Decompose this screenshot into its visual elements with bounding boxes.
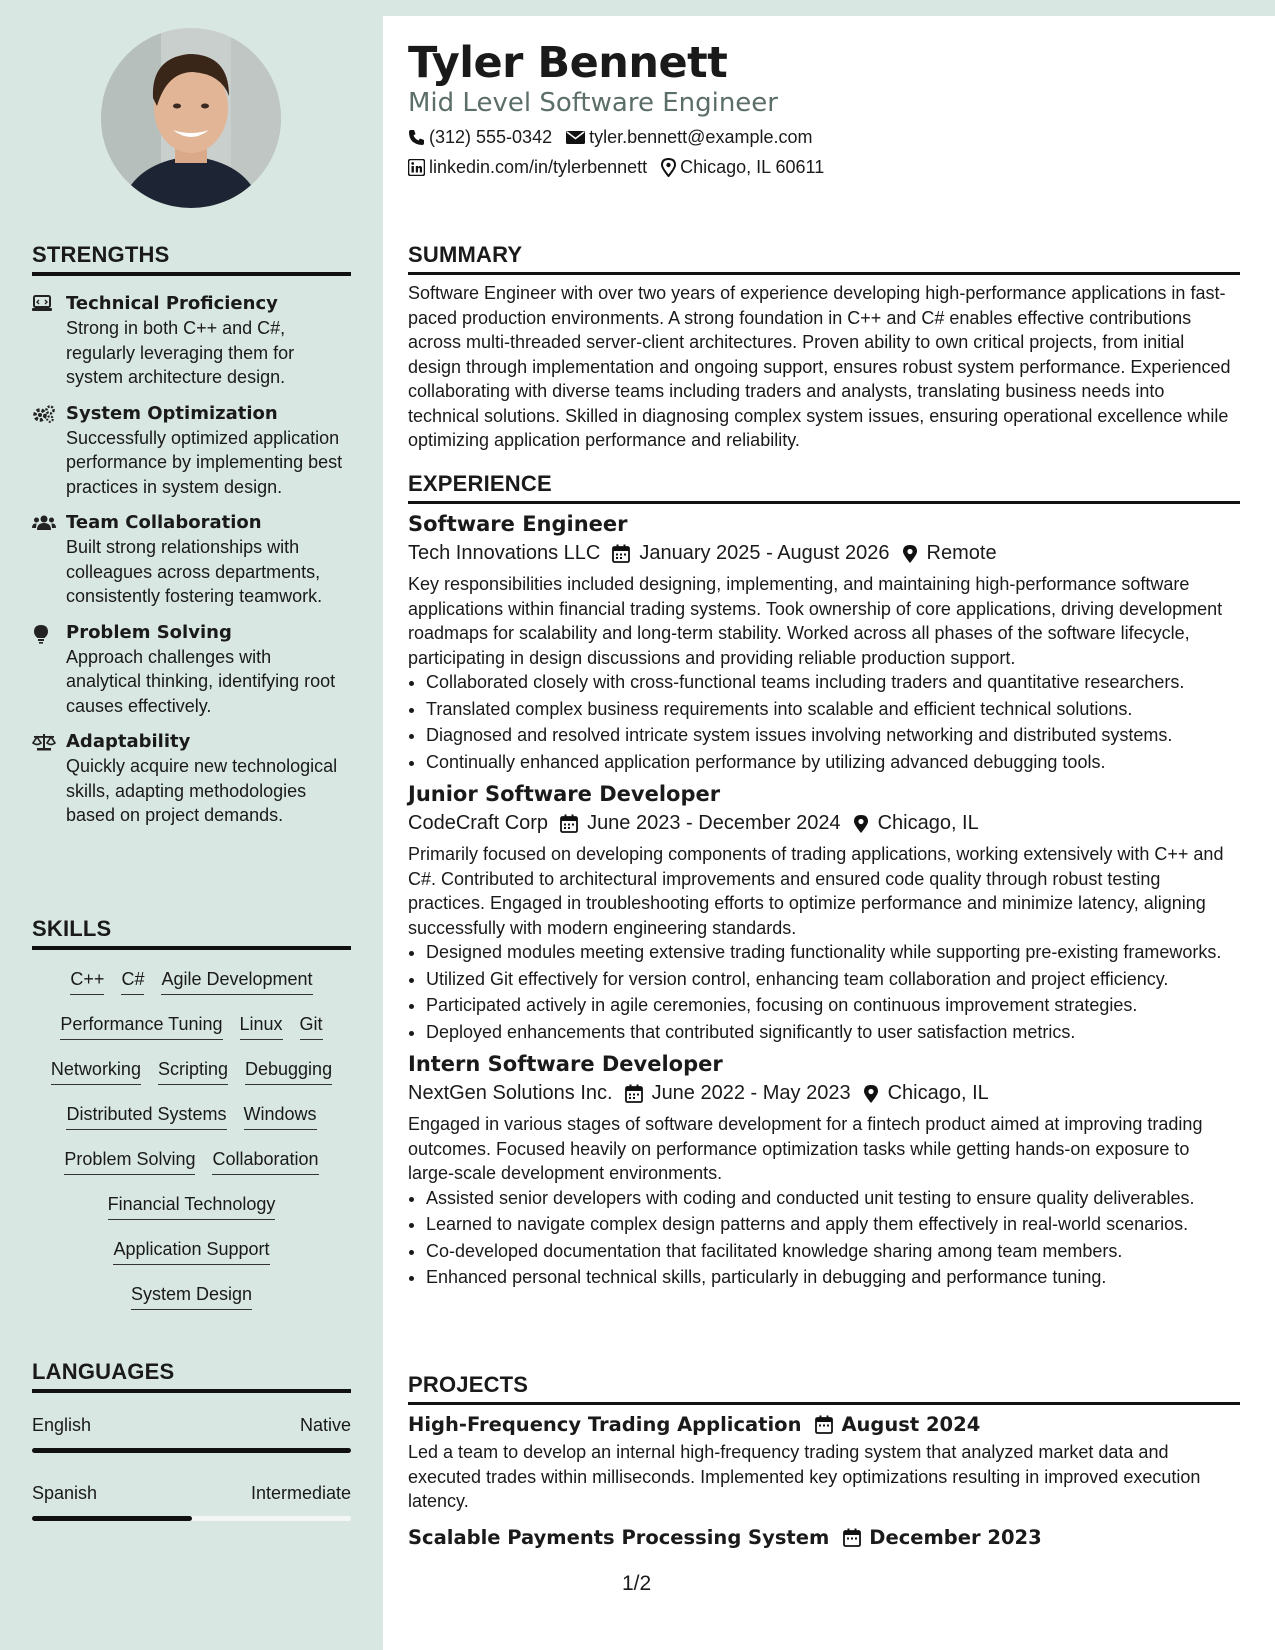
job-entry bbox=[408, 782, 1240, 1044]
job-dates: June 2022 - May 2023 bbox=[651, 1082, 851, 1104]
job-bullet: • Collaborated closely with cross-functional teams including traders and quantitative researchers. bbox=[426, 670, 1240, 695]
skill-tag: C++ bbox=[70, 966, 104, 995]
phone-text: (312) 555-0342 bbox=[429, 127, 553, 147]
job-bullets bbox=[408, 670, 1240, 774]
map-pin-icon bbox=[853, 814, 878, 834]
skill-tag: Collaboration bbox=[212, 1146, 318, 1175]
calendar-icon bbox=[612, 544, 639, 563]
job-meta bbox=[408, 812, 1240, 835]
job-title: Junior Software Developer bbox=[408, 782, 721, 806]
strength-title: Adaptability bbox=[66, 731, 191, 752]
company-name: NextGen Solutions Inc. bbox=[408, 1082, 613, 1104]
job-bullet: • Designed modules meeting extensive trading functionality while supporting pre-existing frameworks. bbox=[426, 940, 1240, 965]
job-title: Software Engineer bbox=[408, 512, 628, 536]
job-entry bbox=[408, 1052, 1240, 1290]
sidebar bbox=[0, 0, 383, 1650]
project-title: Scalable Payments Processing System bbox=[408, 1525, 830, 1549]
job-bullet: • Diagnosed and resolved intricate system issues involving networking and distributed systems. bbox=[426, 723, 1240, 748]
language-item bbox=[32, 1483, 351, 1521]
skill-row bbox=[32, 1003, 351, 1048]
skills-title: SKILLS bbox=[32, 916, 351, 950]
job-location: Chicago, IL bbox=[887, 1082, 989, 1104]
map-pin-icon bbox=[661, 158, 676, 177]
lightbulb-icon bbox=[32, 621, 66, 719]
skill-tag: Networking bbox=[51, 1056, 141, 1085]
job-bullet: • Participated actively in agile ceremonies, focusing on continuous improvement strategies. bbox=[426, 993, 1240, 1018]
strength-desc: Quickly acquire new technological skills, adapting methodologies based on project demands. bbox=[66, 756, 338, 825]
laptop-code-icon bbox=[32, 292, 66, 390]
language-bar bbox=[32, 1448, 351, 1453]
language-name: Spanish bbox=[32, 1483, 98, 1503]
skills-list bbox=[32, 958, 351, 1318]
calendar-icon bbox=[625, 1084, 652, 1103]
skill-row bbox=[32, 958, 351, 1003]
language-bar bbox=[32, 1516, 351, 1521]
gears-icon bbox=[32, 402, 66, 500]
projects-section bbox=[408, 1372, 1240, 1549]
job-location: Chicago, IL bbox=[877, 812, 979, 834]
page-indicator: 1/2 bbox=[622, 1572, 652, 1595]
language-name: English bbox=[32, 1415, 92, 1435]
strength-desc: Approach challenges with analytical thinking, identifying root causes effectively. bbox=[66, 646, 336, 716]
summary-text: Software Engineer with over two years of experience developing high-performance applications in fast-paced production environments. A strong foundation in C++ and C# enables effective contributions across multi-threaded server-client architectures. Proven ability to own critical projects, from initial design through implementation and ongoing support, ensures robust system performance. Experienced collaborating with diverse teams including traders and analysts, translating business needs into technical solutions. Skilled in diagnosing complex system issues, ensuring operational excellence while optimizing application performance and reliability. bbox=[408, 283, 1231, 450]
skill-row bbox=[32, 1138, 351, 1183]
job-description: Key responsibilities included designing, implementing, and maintaining high-performance software applications within financial trading systems. Took ownership of core applications, driving development roadmaps for scalability and long-term stability. Worked across all phases of the software lifecycle, participating in design discussions and providing reliable production support. bbox=[408, 574, 1223, 668]
skill-tag: C# bbox=[121, 966, 144, 995]
job-entry bbox=[408, 512, 1240, 774]
skills-section bbox=[32, 916, 351, 1318]
skill-row bbox=[32, 1228, 351, 1273]
contact-row bbox=[408, 127, 812, 148]
project-entry bbox=[408, 1526, 1240, 1549]
calendar-icon bbox=[801, 1415, 841, 1434]
strength-item bbox=[32, 621, 351, 719]
map-pin-icon bbox=[863, 1084, 888, 1104]
job-title: Intern Software Developer bbox=[408, 1052, 723, 1076]
job-bullet: • Co-developed documentation that facilitated knowledge sharing among team members. bbox=[426, 1239, 1240, 1264]
skill-tag: Git bbox=[300, 1011, 323, 1040]
skill-row bbox=[32, 1048, 351, 1093]
job-description: Primarily focused on developing components of trading applications, working extensively with C++ and C#. Contributed to architectural improvements and ensured code quality through robust testing practices. Engaged in troubleshooting efforts to optimize performance and minimize latency, aligning successfully with modern engineering standards. bbox=[408, 844, 1224, 938]
languages-title: LANGUAGES bbox=[32, 1359, 351, 1393]
company-name: CodeCraft Corp bbox=[408, 812, 549, 834]
candidate-name: Tyler Bennett bbox=[408, 38, 728, 88]
strength-desc: Successfully optimized application performance by implementing best practices in system design. bbox=[66, 427, 343, 497]
skill-tag: Performance Tuning bbox=[60, 1011, 222, 1040]
linkedin-icon bbox=[408, 159, 425, 176]
skill-tag: Application Support bbox=[113, 1236, 269, 1265]
scale-icon bbox=[32, 730, 66, 828]
job-bullet: • Translated complex business requirements into scalable and efficient technical solutions. bbox=[426, 697, 1240, 722]
job-meta bbox=[408, 1082, 1240, 1105]
strength-item bbox=[32, 730, 351, 828]
strength-item bbox=[32, 292, 351, 390]
languages-section bbox=[32, 1359, 351, 1521]
linkedin-link[interactable]: linkedin.com/in/tylerbennett bbox=[429, 157, 648, 177]
strength-title: Team Collaboration bbox=[66, 512, 262, 533]
job-bullet: • Utilized Git effectively for version control, enhancing team collaboration and project efficiency. bbox=[426, 967, 1240, 992]
project-date: August 2024 bbox=[841, 1413, 981, 1436]
job-bullet: • Continually enhanced application performance by utilizing advanced debugging tools. bbox=[426, 750, 1240, 775]
skill-tag: Debugging bbox=[245, 1056, 332, 1085]
strength-item bbox=[32, 511, 351, 609]
job-location: Remote bbox=[926, 542, 997, 564]
job-bullet: • Assisted senior developers with coding and conducted unit testing to ensure quality deliverables. bbox=[426, 1186, 1240, 1211]
skill-tag: Linux bbox=[240, 1011, 283, 1040]
project-entry bbox=[408, 1413, 1240, 1514]
experience-title: EXPERIENCE bbox=[408, 471, 1240, 504]
location-text: Chicago, IL 60611 bbox=[680, 157, 825, 177]
strength-title: System Optimization bbox=[66, 402, 278, 424]
language-bar-fill bbox=[32, 1448, 351, 1453]
language-bar-fill bbox=[32, 1516, 192, 1521]
skill-tag: System Design bbox=[131, 1281, 252, 1310]
skill-tag: Windows bbox=[244, 1101, 317, 1130]
language-level: Native bbox=[299, 1415, 351, 1435]
job-bullet: • Learned to navigate complex design patterns and apply them effectively in real-world scenarios. bbox=[426, 1212, 1240, 1237]
strength-desc: Built strong relationships with colleagues across departments, consistently fostering teamwork. bbox=[66, 537, 323, 606]
calendar-icon bbox=[560, 814, 587, 833]
language-item bbox=[32, 1415, 351, 1453]
phone-icon bbox=[408, 129, 425, 146]
skill-tag: Scripting bbox=[158, 1056, 228, 1085]
contact-row bbox=[408, 157, 824, 178]
job-bullets bbox=[408, 1186, 1240, 1290]
skill-tag: Distributed Systems bbox=[66, 1101, 226, 1130]
envelope-icon bbox=[566, 130, 585, 145]
job-bullet: • Enhanced personal technical skills, particularly in debugging and performance tuning. bbox=[426, 1265, 1240, 1290]
job-bullets bbox=[408, 940, 1240, 1044]
skill-tag: Financial Technology bbox=[108, 1191, 276, 1220]
project-date: December 2023 bbox=[869, 1525, 1042, 1549]
job-bullet: • Deployed enhancements that contributed significantly to user satisfaction metrics. bbox=[426, 1020, 1240, 1045]
projects-title: PROJECTS bbox=[408, 1372, 1240, 1405]
candidate-role: Mid Level Software Engineer bbox=[408, 88, 778, 118]
job-dates: January 2025 - August 2026 bbox=[639, 542, 890, 564]
calendar-icon bbox=[829, 1528, 869, 1547]
strengths-title: STRENGTHS bbox=[32, 242, 351, 276]
job-dates: June 2023 - December 2024 bbox=[587, 812, 841, 834]
map-pin-icon bbox=[902, 544, 927, 564]
project-description: Led a team to develop an internal high-frequency trading system that analyzed market data and executed trades within milliseconds. Implemented key optimizations resulting in improved execution latency. bbox=[408, 1442, 1201, 1511]
strength-desc: Strong in both C++ and C#, regularly leveraging them for system architecture design. bbox=[66, 318, 295, 387]
skill-tag: Agile Development bbox=[161, 966, 312, 995]
job-meta bbox=[408, 542, 1240, 565]
skill-row bbox=[32, 1093, 351, 1138]
skill-row bbox=[32, 1273, 351, 1318]
strength-title: Problem Solving bbox=[66, 621, 232, 643]
summary-section bbox=[408, 242, 1240, 453]
strengths-section bbox=[32, 242, 351, 828]
email-link[interactable]: tyler.bennett@example.com bbox=[589, 127, 813, 147]
summary-title: SUMMARY bbox=[408, 242, 1240, 275]
job-description: Engaged in various stages of software development for a fintech product aimed at improving trading outcomes. Focused heavily on performance optimization tasks while getting hands-on exposure to large-scale development environments. bbox=[408, 1114, 1203, 1183]
strength-item bbox=[32, 402, 351, 500]
company-name: Tech Innovations LLC bbox=[408, 542, 601, 564]
experience-section bbox=[408, 471, 1240, 1292]
profile-photo bbox=[101, 28, 281, 208]
users-icon bbox=[32, 511, 66, 609]
strength-title: Technical Proficiency bbox=[66, 293, 278, 314]
language-level: Intermediate bbox=[250, 1483, 351, 1503]
project-title: High-Frequency Trading Application bbox=[408, 1413, 802, 1436]
skill-row bbox=[32, 1183, 351, 1228]
skill-tag: Problem Solving bbox=[64, 1146, 195, 1175]
